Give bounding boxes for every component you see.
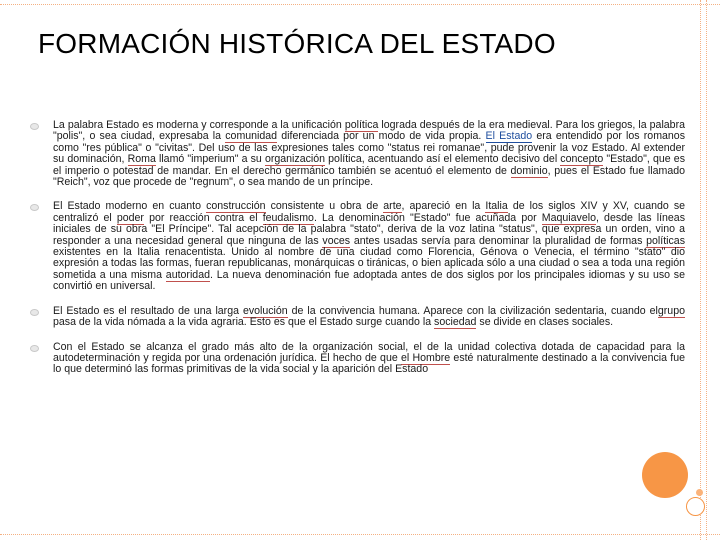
hyperlink[interactable]: autoridad <box>165 268 210 281</box>
hyperlink[interactable]: feudalismo <box>262 211 314 224</box>
hyperlink[interactable]: organización <box>264 153 326 166</box>
bullet-icon <box>30 123 39 130</box>
paragraph-text: se divide en clases sociales. <box>476 316 614 329</box>
hyperlink[interactable]: arte <box>383 200 402 213</box>
hyperlink[interactable]: El Estado <box>485 130 533 143</box>
hyperlink[interactable]: sociedad <box>434 316 477 329</box>
paragraph-text: El Estado es el resultado de una larga <box>53 304 243 317</box>
frame-top-line <box>0 4 720 5</box>
paragraph-text: esté naturalmente destinado a la convivencia fue lo que determinó las formas primitivas de la vida social y la aparición del Estado <box>53 351 685 376</box>
hyperlink[interactable]: Italia <box>485 200 508 213</box>
bullet-icon <box>30 309 39 316</box>
frame-bottom-line <box>0 534 720 535</box>
paragraph-text: , desde las líneas iniciales de su obra "El Príncipe". Tal acepción de la palabra "stato", deriva de la voz latina "status", que expresa un orden, vino a responder a una necesidad general que ninguna de las <box>53 211 685 247</box>
paragraph-text: llamó "imperium" a su <box>155 153 265 166</box>
bullet-paragraph-1 <box>30 120 685 188</box>
hyperlink[interactable]: Roma <box>127 153 156 166</box>
paragraph-text: lograda después de la era medieval. Para los griegos, la palabra "polis", o sea ciudad, expresaba la <box>53 119 685 143</box>
hyperlink[interactable]: concepto <box>560 153 604 166</box>
bullet-paragraph-4 <box>30 342 685 376</box>
paragraph-text: política, acentuando así el elemento decisivo del <box>325 153 561 166</box>
paragraph-text: diferenciada por un modo de vida propia. <box>277 130 486 143</box>
hyperlink[interactable]: el Hombre <box>400 351 451 364</box>
bullet-list <box>30 120 685 389</box>
hyperlink[interactable]: poder <box>116 211 144 224</box>
bullet-icon <box>30 345 39 352</box>
paragraph-text: . La nueva denominación fue adoptada antes de dos siglos por los principales idiomas y su uso se convirtió en universal. <box>53 268 685 293</box>
decorative-circle <box>642 452 688 498</box>
decorative-dot <box>696 489 703 496</box>
paragraph-text: consistente u obra de <box>265 200 384 213</box>
paragraph-text: Con el Estado se alcanza el grado más alto de la organización social, el de la unidad colectiva dotada de capacidad para la autodeterminación y regida por una ordenación jurídica. El hecho de que <box>53 340 685 364</box>
slide-title: FORMACIÓN HISTÓRICA DEL ESTADO <box>38 28 556 59</box>
paragraph-text: de la convivencia humana. Aparece con la civilización sedentaria, cuando el <box>287 304 658 317</box>
bullet-paragraph-3 <box>30 306 685 329</box>
bullet-paragraph-2 <box>30 201 685 292</box>
hyperlink[interactable]: grupo <box>657 304 685 317</box>
hyperlink[interactable]: construcción <box>206 200 266 213</box>
hyperlink[interactable]: Maquiavelo <box>541 211 596 224</box>
hyperlink[interactable]: evolución <box>242 304 288 317</box>
frame-right-line <box>706 0 707 540</box>
paragraph-text: por reacción contra el <box>143 211 263 224</box>
paragraph-text: pasa de la vida nómada a la vida agraria. Esto es que el Estado surge cuando la <box>53 316 435 329</box>
paragraph-text: antes usadas servía para denominar la pluralidad de formas <box>350 234 647 247</box>
paragraph-text: . La denominación "Estado" fue acuñada por <box>313 211 542 224</box>
paragraph-text: , pues el Estado fue llamado "Reich", voz que procede de "regnum", o sea mando de un príncipe. <box>53 164 685 189</box>
paragraph-text: de los siglos XIV y XV, cuando se centralizó el <box>53 200 686 224</box>
paragraph-text: La palabra Estado es moderna y corresponde a la unificación <box>53 119 345 131</box>
paragraph-text: El Estado moderno en cuanto <box>53 200 207 213</box>
bullet-icon <box>30 204 39 211</box>
frame-right-inner-line <box>700 0 701 540</box>
paragraph-text: era entendido por los romanos como "res pública" o "civitas". Del uso de las expresiones tales como "status rei romanae", pude provenir la voz Estado. Al extender su dominación, <box>53 130 685 166</box>
hyperlink[interactable]: comunidad <box>225 130 278 143</box>
paragraph-text: existentes en la Italia renacentista. Unido al nombre de una ciudad como Florencia, Génova o Venecia, el término "stato" dio expresión a todas las formas, fueran republicanas, monárquicas o tiránicas, o bien aplicada sólo a una ciudad o sea a toda una región sometida a una misma <box>53 246 685 281</box>
hyperlink[interactable]: voces <box>322 234 351 247</box>
hyperlink[interactable]: dominio <box>510 164 548 177</box>
hyperlink[interactable]: políticas <box>646 234 685 247</box>
paragraph-text: "Estado", que es el imperio o potestad de mandar. En el derecho germánico también se acentuó el elemento de <box>53 153 685 177</box>
decorative-ring <box>686 497 705 516</box>
hyperlink[interactable]: política <box>344 119 379 131</box>
paragraph-text: , apareció en la <box>401 200 486 213</box>
